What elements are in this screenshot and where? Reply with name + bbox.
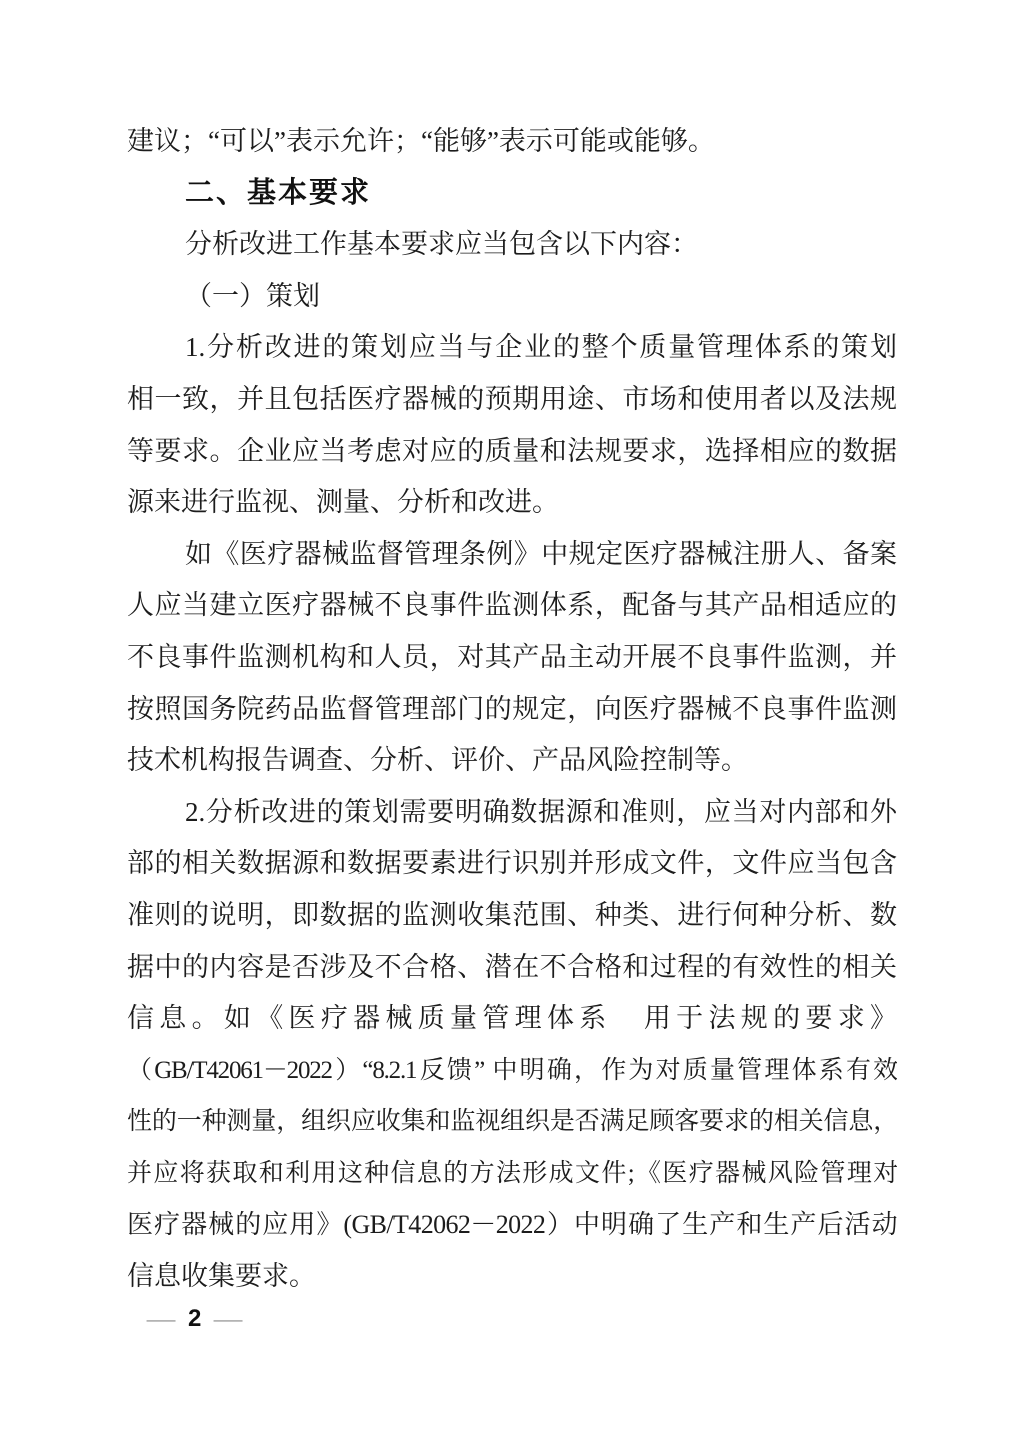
paragraph-line: 建议；“可以”表示允许；“能够”表示可能或能够。	[127, 126, 715, 156]
paragraph-line: 源来进行监视、测量、分析和改进。	[127, 487, 559, 518]
footer-dash-right: —	[214, 1306, 243, 1331]
paragraph-line: 按照国务院药品监督管理部门的规定，向医疗器械不良事件监测	[127, 693, 897, 724]
paragraph-line: 性的一种测量，组织应收集和监视组织是否满足顾客要求的相关信息，	[127, 1108, 897, 1136]
paragraph-line: 等要求。企业应当考虑对应的质量和法规要求，选择相应的数据	[127, 435, 897, 466]
paragraph-line: 准则的说明，即数据的监测收集范围、种类、进行何种分析、数	[127, 899, 897, 930]
paragraph-line: 医疗器械的应用》(GB/T42062－2022）中明确了生产和生产后活动	[127, 1210, 897, 1240]
page-footer	[146, 1305, 243, 1333]
paragraph-line: 不良事件监测机构和人员，对其产品主动开展不良事件监测，并	[127, 641, 897, 672]
paragraph-line: 相一致，并且包括医疗器械的预期用途、市场和使用者以及法规	[127, 383, 897, 414]
paragraph-line: 分析改进工作基本要求应当包含以下内容：	[185, 229, 698, 260]
paragraph-line: 技术机构报告调查、分析、评价、产品风险控制等。	[127, 745, 748, 776]
text-block	[127, 116, 897, 1303]
paragraph-line: 信息。如《医疗器械质量管理体系 用于法规的要求》	[127, 1003, 897, 1034]
paragraph-line: 信息收集要求。	[127, 1261, 316, 1292]
paragraph-line: 据中的内容是否涉及不合格、潜在不合格和过程的有效性的相关	[127, 951, 897, 982]
page-number: 2	[188, 1305, 202, 1332]
subsection-heading: （一）策划	[185, 280, 320, 311]
paragraph-line: 人应当建立医疗器械不良事件监测体系，配备与其产品相适应的	[127, 590, 897, 621]
paragraph-line: 并应将获取和利用这种信息的方法形成文件;《医疗器械风险管理对	[127, 1159, 897, 1187]
paragraph-line: 如《医疗器械监督管理条例》中规定医疗器械注册人、备案	[185, 538, 897, 569]
footer-dash-left: —	[146, 1306, 176, 1331]
paragraph-line: （GB/T42061－2022）“8.2.1反馈” 中明确，作为对质量管理体系有效	[127, 1056, 897, 1084]
paragraph-line: 部的相关数据源和数据要素进行识别并形成文件，文件应当包含	[127, 848, 897, 879]
section-heading: 二、基本要求	[185, 176, 372, 209]
paragraph-line: 1.分析改进的策划应当与企业的整个质量管理体系的策划	[185, 332, 897, 363]
paragraph-line: 2.分析改进的策划需要明确数据源和准则，应当对内部和外	[185, 796, 897, 827]
